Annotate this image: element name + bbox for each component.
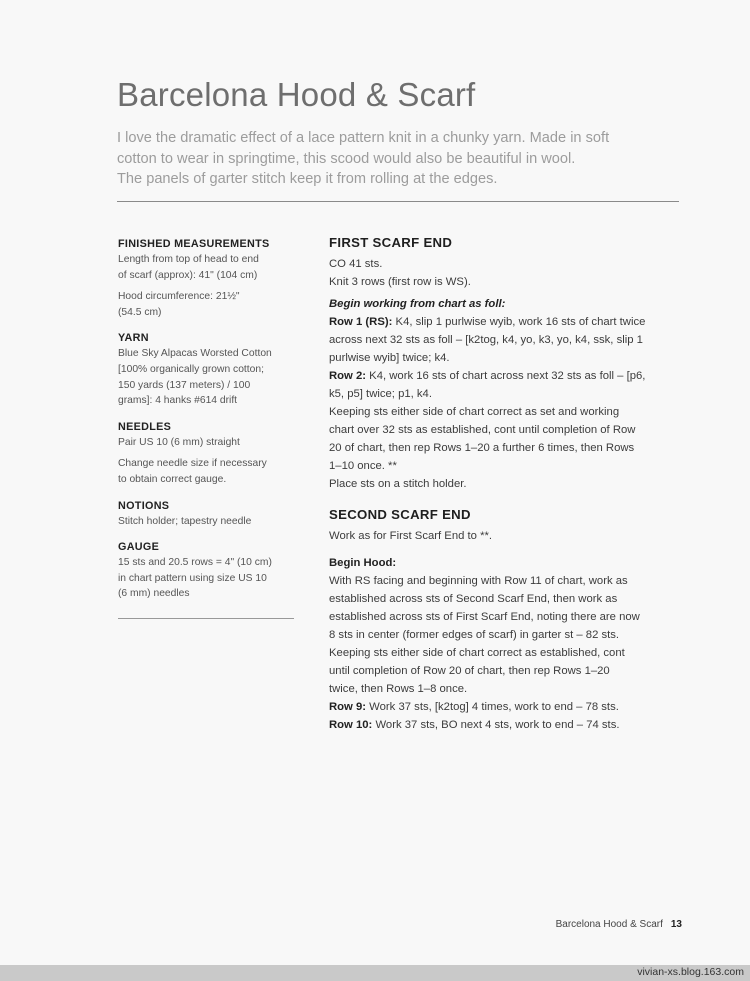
section-heading: NEEDLES [118, 420, 172, 433]
text-line: CO 41 sts. [329, 258, 383, 270]
text-line: of scarf (approx): 41" (104 cm) [118, 269, 258, 281]
text-line: Place sts on a stitch holder. [329, 478, 467, 490]
text-line: K4, slip 1 purlwise wyib, work 16 sts of chart twice [392, 316, 646, 328]
watermark: vivian-xs.blog.163.com [637, 966, 744, 978]
text-line: 20 of chart, then rep Rows 1–20 a further 6 times, then Rows [329, 442, 635, 454]
page-footer [556, 919, 682, 930]
text-line: Pair US 10 (6 mm) straight [118, 436, 240, 448]
section-heading: GAUGE [118, 541, 160, 554]
text-line: established across sts of First Scarf End, noting there are now [329, 611, 640, 623]
gauge-section [118, 541, 298, 602]
text-line: established across sts of Second Scarf End, then work as [329, 593, 618, 605]
text-line: Stitch holder; tapestry needle [118, 515, 252, 527]
section-heading: NOTIONS [118, 499, 170, 512]
text-line: grams]: 4 hanks #614 drift [118, 395, 238, 407]
text-line: Work as for First Scarf End to **. [329, 530, 493, 542]
row-label: Row 1 (RS): [329, 316, 393, 328]
section-heading: YARN [118, 332, 149, 345]
begin-hood-heading: Begin Hood: [329, 557, 397, 569]
text-line: chart over 32 sts as established, cont until completion of Row [329, 424, 636, 436]
text-line: 150 yards (137 meters) / 100 [118, 379, 251, 391]
text-line: twice, then Rows 1–8 once. [329, 683, 468, 695]
text-line: 8 sts in center (former edges of scarf) in garter st – 82 sts. [329, 629, 620, 641]
chart-instruction-heading: Begin working from chart as foll: [329, 298, 506, 310]
row-label: Row 10: [329, 719, 373, 731]
text-line: Hood circumference: 21½" [118, 291, 240, 303]
text-line: in chart pattern using size US 10 [118, 572, 267, 584]
row-label: Row 2: [329, 370, 367, 382]
text-line: until completion of Row 20 of chart, then rep Rows 1–20 [329, 665, 610, 677]
text-line: Knit 3 rows (first row is WS). [329, 276, 471, 288]
intro-line: cotton to wear in springtime, this scood would also be beautiful in wool. [117, 150, 576, 167]
text-line: [100% organically grown cotton; [118, 363, 264, 375]
text-line: Blue Sky Alpacas Worsted Cotton [118, 348, 272, 360]
instructions-column [329, 235, 669, 734]
text-line: Work 37 sts, [k2tog] 4 times, work to end – 78 sts. [366, 701, 619, 713]
text-line: 15 sts and 20.5 rows = 4" (10 cm) [118, 557, 272, 569]
text-line: Change needle size if necessary [118, 458, 267, 470]
footer-label: Barcelona Hood & Scarf [555, 919, 663, 930]
sidebar-divider [118, 618, 294, 619]
intro-paragraph [117, 128, 677, 190]
materials-sidebar [118, 238, 298, 614]
text-line: (6 mm) needles [118, 588, 190, 600]
text-line: Keeping sts either side of chart correct as established, cont [329, 647, 625, 659]
text-line: Keeping sts either side of chart correct as set and working [329, 406, 620, 418]
text-line: Length from top of head to end [118, 254, 259, 265]
text-line: Work 37 sts, BO next 4 sts, work to end – 74 sts. [372, 719, 620, 731]
first-scarf-end-heading: FIRST SCARF END [329, 235, 453, 250]
yarn-section [118, 332, 298, 408]
text-line: K4, work 16 sts of chart across next 32 sts as foll – [p6, [366, 370, 646, 382]
intro-line: I love the dramatic effect of a lace pattern knit in a chunky yarn. Made in soft [117, 130, 610, 146]
intro-line: The panels of garter stitch keep it from rolling at the edges. [117, 171, 498, 187]
section-heading: FINISHED MEASUREMENTS [118, 238, 270, 250]
text-line: 1–10 once. ** [329, 460, 397, 472]
text-line: With RS facing and beginning with Row 11 of chart, work as [329, 575, 628, 587]
text-line: purlwise wyib] twice; k4. [329, 352, 450, 364]
second-scarf-end-heading: SECOND SCARF END [329, 507, 471, 522]
text-line: to obtain correct gauge. [118, 473, 227, 485]
finished-measurements-section [118, 238, 298, 320]
text-line: (54.5 cm) [118, 306, 162, 318]
text-line: across next 32 sts as foll – [k2tog, k4, yo, k3, yo, k4, ssk, slip 1 [329, 334, 643, 346]
notions-section [118, 500, 298, 530]
row-label: Row 9: [329, 701, 367, 713]
header-divider [117, 201, 679, 202]
text-line: k5, p5] twice; p1, k4. [329, 388, 432, 400]
page-title: Barcelona Hood & Scarf [117, 76, 476, 113]
needles-section [118, 421, 298, 488]
page-number: 13 [670, 919, 682, 930]
